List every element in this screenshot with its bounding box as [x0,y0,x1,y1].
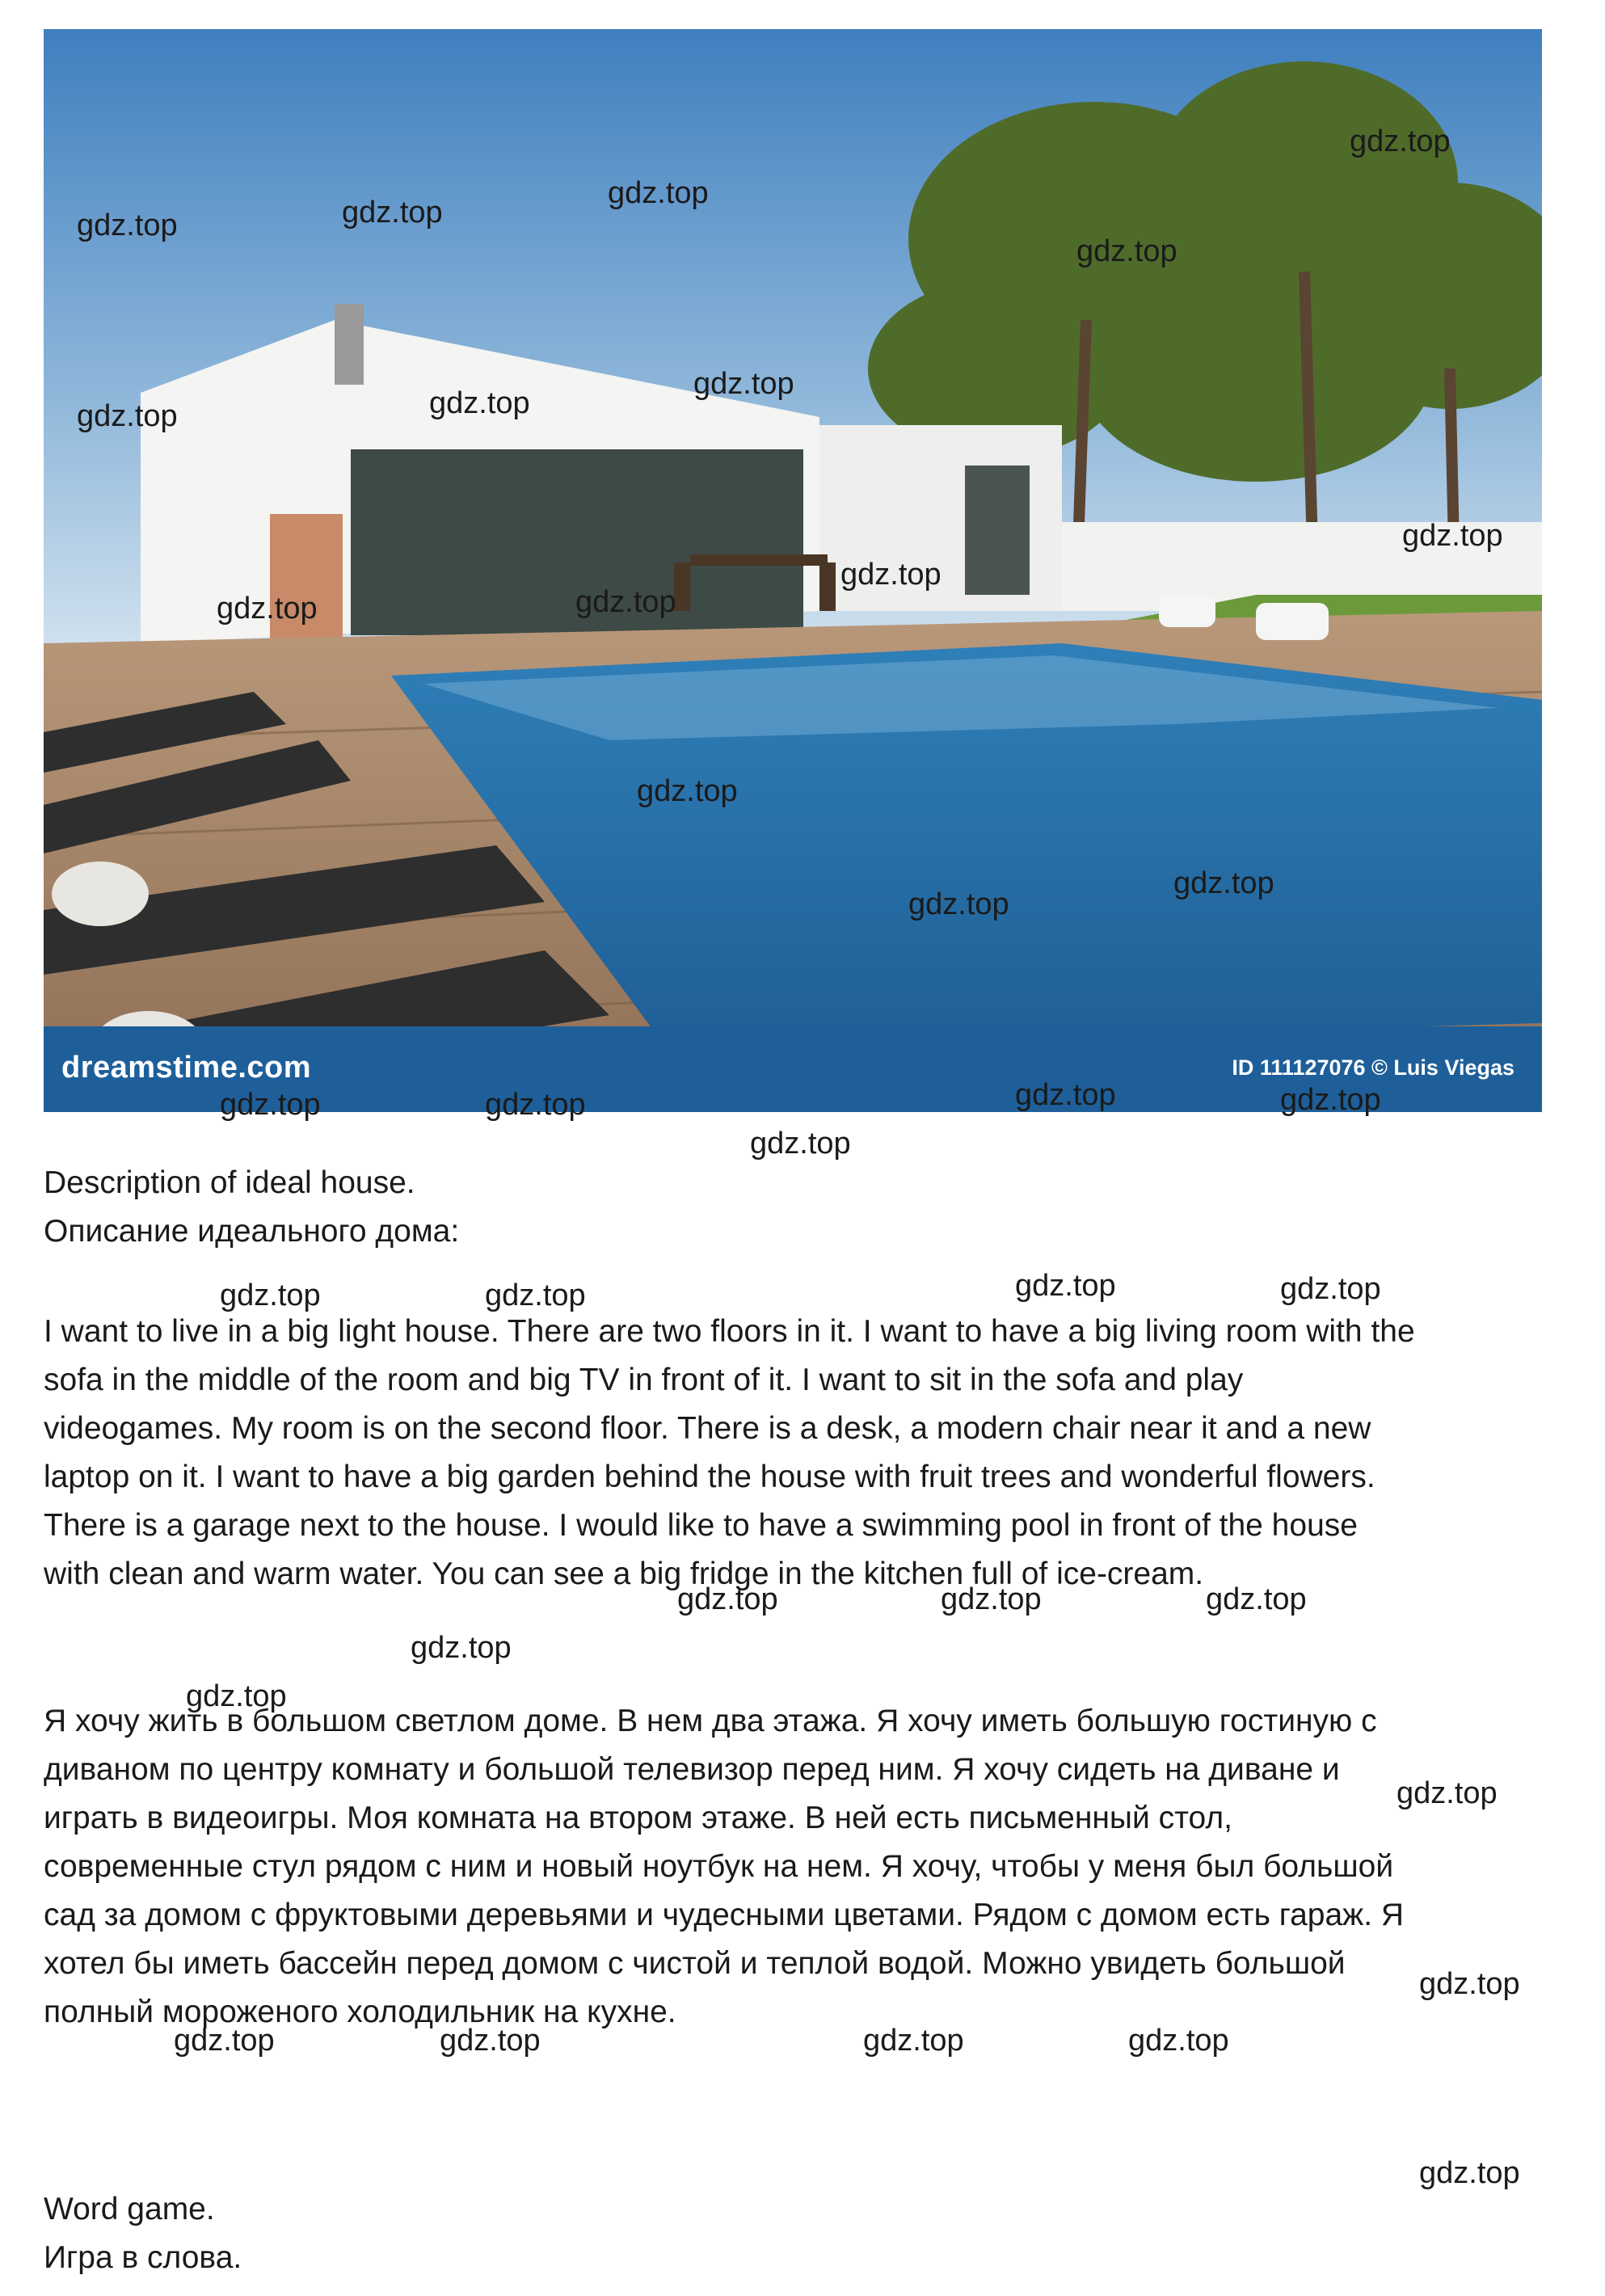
gdz-watermark: gdz.top [1280,1083,1381,1117]
gdz-watermark: gdz.top [429,386,530,420]
gdz-watermark: gdz.top [220,1279,321,1312]
gdz-watermark: gdz.top [485,1088,586,1122]
photo-brand: dreamstime.com [61,1051,312,1085]
gdz-watermark: gdz.top [1350,124,1451,158]
gdz-watermark: gdz.top [693,367,794,401]
gdz-watermark: gdz.top [411,1631,512,1665]
gdz-watermark: gdz.top [1419,2156,1520,2190]
gdz-watermark: gdz.top [1076,234,1177,268]
gdz-watermark: gdz.top [77,209,178,242]
gdz-watermark: gdz.top [440,2024,541,2058]
gdz-watermark: gdz.top [1419,1967,1520,2001]
gdz-watermark: gdz.top [637,774,738,808]
gdz-watermark: gdz.top [77,399,178,433]
gdz-watermark: gdz.top [608,176,709,210]
word-game-en: Word game. [44,2192,215,2226]
gdz-watermark: gdz.top [217,592,318,626]
title-en: Description of ideal house. [44,1165,415,1200]
gdz-watermark: gdz.top [1402,519,1503,553]
gdz-watermark: gdz.top [677,1582,778,1616]
gdz-watermark: gdz.top [750,1127,851,1161]
gdz-watermark: gdz.top [1015,1078,1116,1112]
gdz-watermark: gdz.top [863,2024,964,2058]
word-game-ru: Игра в слова. [44,2240,242,2275]
paragraph-ru: Я хочу жить в большом светлом доме. В нем два этажа. Я хочу иметь большую гостиную с диваном по центру комнату и большой телевизор перед ним. Я хочу сидеть на диване и играть в видеоигры. Моя комната на втором этаже. В ней есть письменный стол, современные стул рядом с ним и новый ноутбук на нем. Я хочу, чтобы у меня был большой сад за домом с фруктовыми деревьями и чудесными цветами. Рядом с домом есть гараж. Я хотел бы иметь бассейн перед домом с чистой и теплой водой. Можно увидеть большой полный мороженого холодильник на кухне. [44,1704,1405,2029]
gdz-watermark: gdz.top [575,585,676,619]
gdz-watermark: gdz.top [174,2024,275,2058]
gdz-watermark: gdz.top [186,1679,287,1713]
paragraph-en: I want to live in a big light house. There are two floors in it. I want to have a big living room with the sofa in the middle of the room and big TV in front of it. I want to sit in the sofa and play videogames. My room is on the second floor. There is a desk, a modern chair near it and a new laptop on it. I want to have a big garden behind the house with fruit trees and wonderful flowers. There is a garage next to the house. I would like to have a swimming pool in front of the house with clean and warm water. You can see a big fridge in the kitchen full of ice-cream. [44,1314,1415,1591]
photo-credit: ID 111127076 © Luis Viegas [1232,1055,1514,1080]
gdz-watermark: gdz.top [342,196,443,230]
gdz-watermark: gdz.top [840,558,942,592]
gdz-watermark: gdz.top [220,1088,321,1122]
gdz-watermark: gdz.top [1206,1582,1307,1616]
gdz-watermark: gdz.top [1396,1776,1498,1810]
gdz-watermark: gdz.top [908,887,1009,921]
gdz-watermark: gdz.top [1280,1272,1381,1306]
title-ru: Описание идеального дома: [44,1214,460,1249]
gdz-watermark: gdz.top [1128,2024,1229,2058]
house-photo [44,29,1542,1112]
gdz-watermark: gdz.top [1173,866,1274,900]
gdz-watermark: gdz.top [485,1279,586,1312]
gdz-watermark: gdz.top [941,1582,1042,1616]
gdz-watermark: gdz.top [1015,1269,1116,1303]
